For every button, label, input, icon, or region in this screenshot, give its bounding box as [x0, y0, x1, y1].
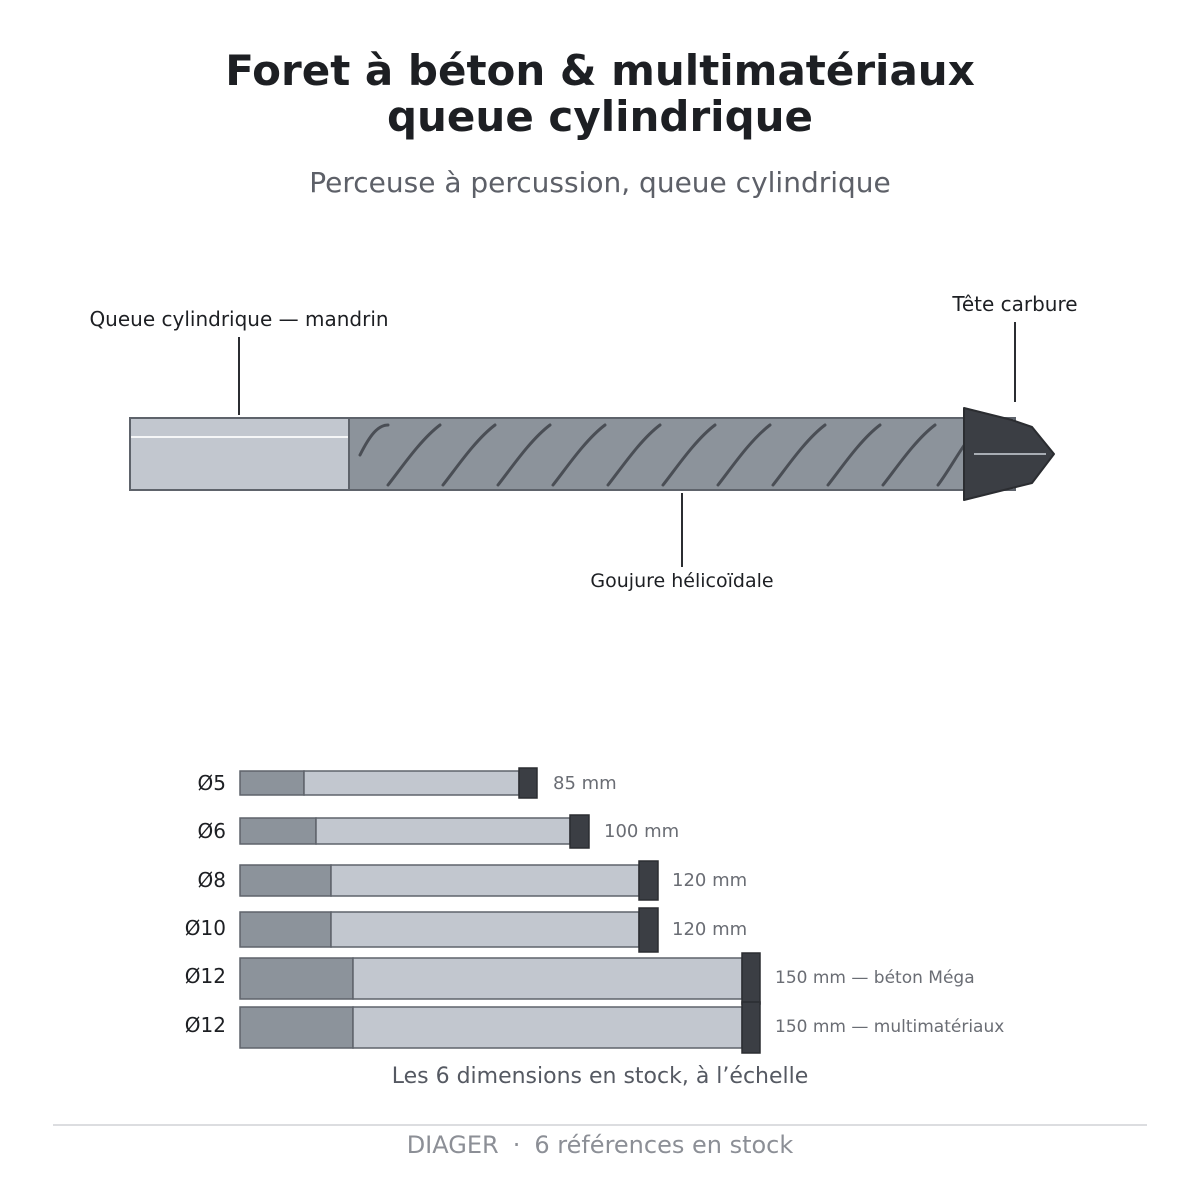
tip-label: Tête carbure [952, 292, 1078, 316]
size-bar-body [304, 771, 519, 795]
size-length: 100 mm [604, 821, 680, 842]
size-row [198, 768, 617, 798]
size-bar-shank [240, 958, 353, 999]
size-diameter: Ø12 [184, 1013, 226, 1037]
size-bar-shank [240, 771, 304, 795]
size-bar-tip [639, 861, 658, 900]
size-bar-body [353, 1007, 742, 1048]
size-bar-body [316, 818, 570, 844]
size-length: 150 mm — béton Méga [775, 968, 975, 988]
size-lineup-caption: Les 6 dimensions en stock, à l’échelle [391, 1064, 809, 1089]
footer-separator: · [512, 1131, 521, 1159]
footer [0, 1131, 1200, 1159]
shank-label: Queue cylindrique — mandrin [89, 307, 389, 331]
size-length: 150 mm — multimatériaux [775, 1017, 1005, 1037]
size-diameter: Ø6 [197, 819, 226, 843]
size-row [185, 1002, 1005, 1053]
size-row [198, 861, 748, 900]
size-length: 120 mm [672, 870, 748, 891]
size-bar-body [353, 958, 742, 999]
size-row [185, 953, 975, 1004]
size-bar-tip [742, 1002, 760, 1053]
size-row [185, 908, 747, 952]
size-length: 85 mm [553, 773, 617, 794]
size-diameter: Ø12 [184, 964, 226, 988]
size-bar-tip [570, 815, 589, 848]
size-bar-shank [240, 912, 331, 947]
size-bar-shank [240, 865, 331, 896]
size-bar-body [331, 912, 639, 947]
size-diameter: Ø8 [197, 868, 226, 892]
title-line-2: queue cylindrique [386, 92, 814, 141]
size-bar-shank [240, 1007, 353, 1048]
size-lineup [0, 740, 1200, 1060]
size-diameter: Ø10 [184, 916, 226, 940]
flute-label: Goujure hélicoïdale [590, 570, 774, 592]
size-bar-tip [742, 953, 760, 1004]
drill-shank [130, 418, 349, 490]
size-bar-tip [519, 768, 537, 798]
size-bar-shank [240, 818, 316, 844]
size-length: 120 mm [672, 919, 748, 940]
size-bar-tip [639, 908, 658, 952]
size-bar-body [331, 865, 639, 896]
size-diameter: Ø5 [197, 771, 226, 795]
title-line-1: Foret à béton & multimatériaux [225, 46, 975, 95]
footer-divider [53, 1124, 1147, 1126]
footer-note: 6 références en stock [534, 1131, 794, 1159]
footer-brand: DIAGER [406, 1131, 499, 1159]
size-row [198, 815, 680, 848]
page-subtitle: Perceuse à percussion, queue cylindrique [309, 166, 891, 199]
